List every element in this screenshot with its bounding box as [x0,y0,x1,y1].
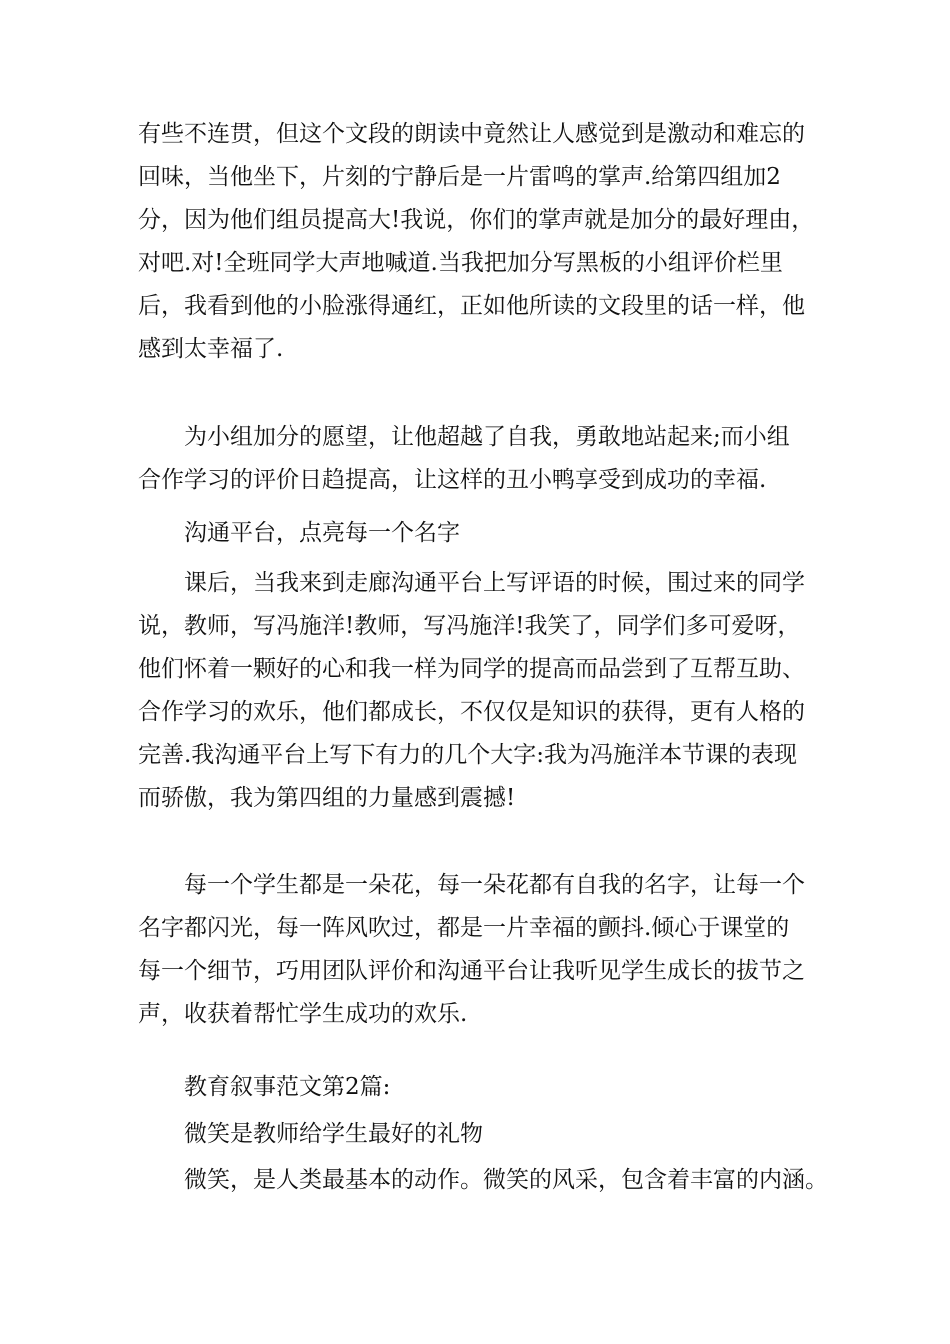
text-line: 教育叙事范文第2篇: [184,1074,391,1100]
text-line: 为小组加分的愿望，让他超越了自我，勇敢地站起来;而小组 [184,424,790,450]
text-line: 回味，当他坐下，片刻的宁静后是一片雷鸣的掌声.给第四组加2 [138,164,781,190]
text-line: 课后，当我来到走廊沟通平台上写评语的时候，围过来的同学 [184,570,805,596]
text-line: 沟通平台，点亮每一个名字 [184,520,460,546]
text-line: 名字都闪光，每一阵风吹过，都是一片幸福的颤抖.倾心于课堂的 [138,915,790,941]
text-line: 而骄傲，我为第四组的力量感到震撼! [138,785,516,811]
text-line: 感到太幸福了. [138,336,284,362]
paragraph-reading-story [138,113,828,371]
article-number-heading [138,1066,828,1109]
text-line: 声，收获着帮忙学生成功的欢乐. [138,1001,468,1027]
section-heading-communication-platform [138,512,828,555]
paragraph-group-bonus [138,416,828,502]
text-line: 完善.我沟通平台上写下有力的几个大字:我为冯施洋本节课的表现 [138,742,798,768]
paragraph-after-class [138,562,828,820]
article-title [138,1113,828,1156]
text-line: 分，因为他们组员提高大!我说，你们的掌声就是加分的最好理由， [138,207,815,233]
text-line: 微笑是教师给学生最好的礼物 [184,1121,483,1147]
text-line: 对吧.对!全班同学大声地喊道.当我把加分写黑板的小组评价栏里 [138,250,783,276]
paragraph-smile-intro [138,1159,828,1202]
paragraph-every-student-flower [138,864,828,1036]
text-line: 有些不连贯，但这个文段的朗读中竟然让人感觉到是激动和难忘的 [138,121,805,147]
text-line: 每一个学生都是一朵花，每一朵花都有自我的名字，让每一个 [184,872,805,898]
text-line: 每一个细节，巧用团队评价和沟通平台让我听见学生成长的拔节之 [138,958,805,984]
text-line: 后，我看到他的小脸涨得通红，正如他所读的文段里的话一样，他 [138,293,805,319]
text-line: 合作学习的欢乐，他们都成长，不仅仅是知识的获得，更有人格的 [138,699,805,725]
text-line: 微笑，是人类最基本的动作。微笑的风采，包含着丰富的内涵。 [184,1167,828,1193]
text-line: 他们怀着一颗好的心和我一样为同学的提高而品尝到了互帮互助、 [138,656,805,682]
text-line: 说，教师，写冯施洋!教师，写冯施洋!我笑了，同学们多可爱呀， [138,613,801,639]
text-line: 合作学习的评价日趋提高，让这样的丑小鸭享受到成功的幸福. [138,467,767,493]
